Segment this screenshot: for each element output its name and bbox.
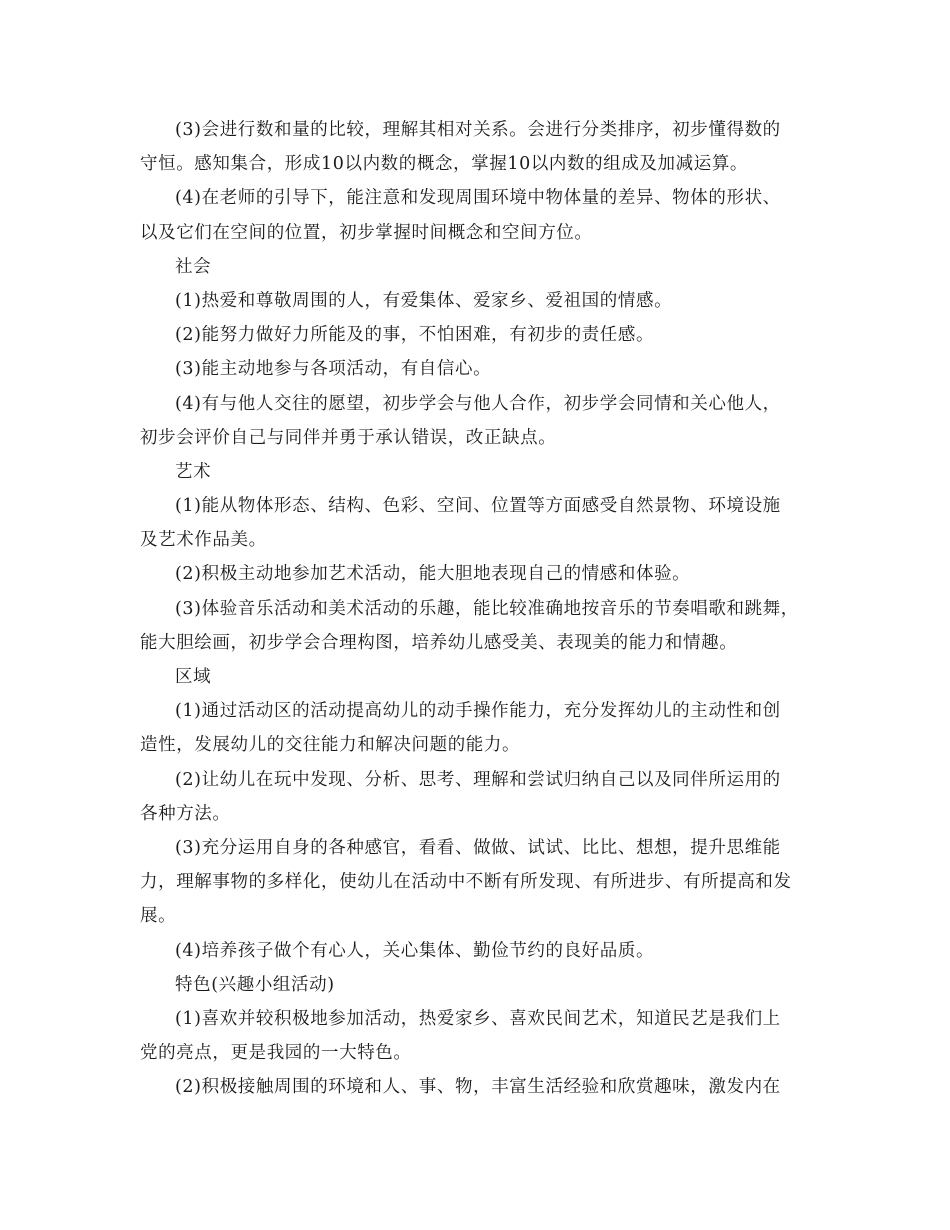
text-line: (3)能主动地参与各项活动，有自信心。 [175,359,492,380]
text-line: (4)培养孩子做个有心人，关心集体、勤俭节约的良好品质。 [175,940,655,961]
text-line: 特色(兴趣小组活动) [175,974,335,995]
text-line: (2)积极主动地参加艺术活动，能大胆地表现自己的情感和体验。 [175,564,691,585]
text-line: (2)积极接触周围的环境和人、事、物，丰富生活经验和欣赏趣味，激发内在 [175,1077,781,1098]
text-line: (2)让幼儿在玩中发现、分析、思考、理解和尝试归纳自己以及同伴所运用的 [175,769,781,790]
text-line: (4)在老师的引导下，能注意和发现周围环境中物体量的差异、物体的形状、 [175,188,781,209]
text-line: 能大胆绘画，初步学会合理构图，培养幼儿感受美、表现美的能力和情趣。 [140,632,738,653]
text-line: 社会 [175,256,212,277]
text-line: 党的亮点，更是我园的一大特色。 [140,1043,412,1064]
text-line: 以及它们在空间的位置，初步掌握时间概念和空间方位。 [140,222,593,243]
text-line: (3)会进行数和量的比较，理解其相对关系。会进行分类排序，初步懂得数的 [175,120,781,140]
text-line: 力，理解事物的多样化，使幼儿在活动中不断有所发现、有所进步、有所提高和发 [140,872,792,893]
text-line: 守恒。感知集合，形成10以内数的概念，掌握10以内数的组成及加减运算。 [140,154,749,175]
text-line: (1)热爱和尊敬周围的人，有爱集体、爱家乡、爱祖国的情感。 [175,290,673,311]
text-line: (1)喜欢并较积极地参加活动，热爱家乡、喜欢民间艺术，知道民艺是我们上 [175,1008,781,1029]
text-line: (3)体验音乐活动和美术活动的乐趣，能比较准确地按音乐的节奏唱歌和跳舞， [175,598,799,619]
text-line: (1)通过活动区的活动提高幼儿的动手操作能力，充分发挥幼儿的主动性和创 [175,701,781,722]
text-line: 初步会评价自己与同伴并勇于承认错误，改正缺点。 [140,427,557,448]
text-line: 造性，发展幼儿的交往能力和解决问题的能力。 [140,735,521,756]
text-line: (4)有与他人交往的愿望，初步学会与他人合作，初步学会同情和关心他人， [175,393,781,414]
text-line: 各种方法。 [140,803,231,824]
text-line: 区域 [175,667,212,687]
text-line: 及艺术作品美。 [140,530,267,551]
text-line: (2)能努力做好力所能及的事，不怕困难，有初步的责任感。 [175,325,655,346]
text-line: (1)能从物体形态、结构、色彩、空间、位置等方面感受自然景物、环境设施 [175,496,781,517]
text-line: (3)充分运用自身的各种感官，看看、做做、试试、比比、想想，提升思维能 [175,837,781,858]
text-line: 展。 [140,906,177,927]
text-line: 艺术 [175,461,212,482]
document-body [140,113,815,1104]
